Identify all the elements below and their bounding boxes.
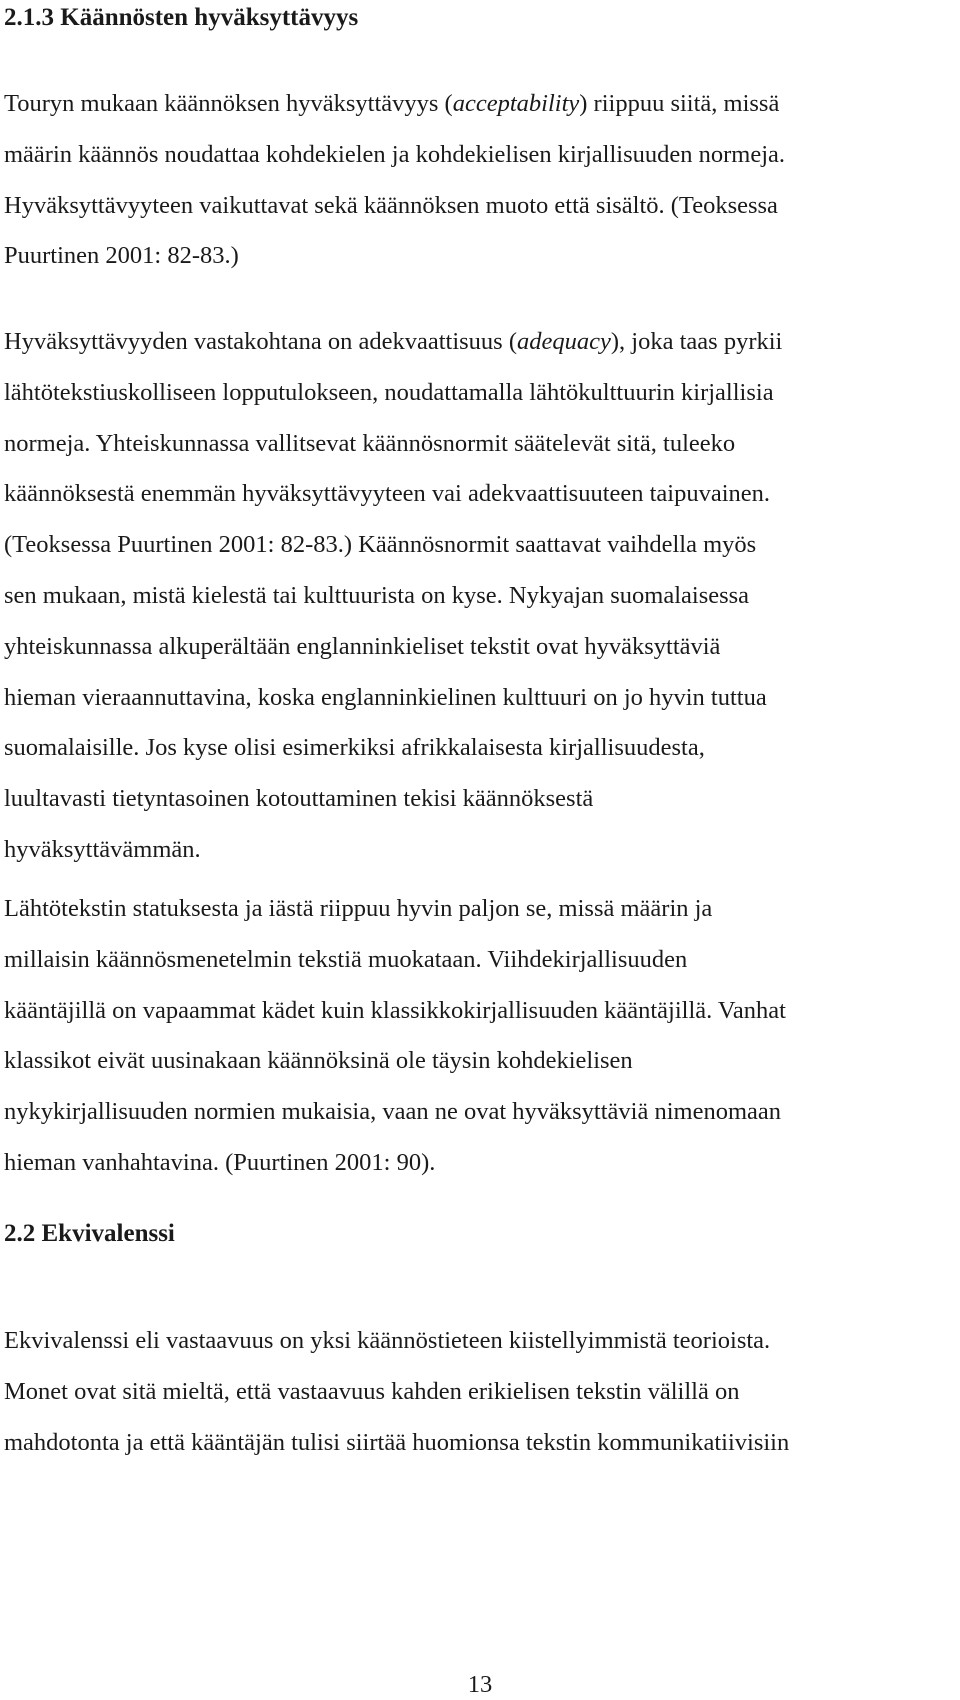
text-line: normeja. Yhteiskunnassa vallitsevat käännösnormit säätelevät sitä, tuleeko: [4, 429, 736, 457]
text-line: luultavasti tietyntasoinen kotouttaminen tekisi käännöksestä: [4, 785, 594, 813]
text-line: hyväksyttävämmän.: [4, 835, 201, 863]
text-line: lähtötekstiuskolliseen lopputulokseen, noudattamalla lähtökulttuurin kirjallisia: [4, 378, 774, 406]
section-heading-2-2: 2.2 Ekvivalenssi: [4, 1220, 175, 1247]
text-line: määrin käännös noudattaa kohdekielen ja kohdekielisen kirjallisuuden normeja.: [4, 140, 786, 168]
text-line: klassikot eivät uusinakaan käännöksinä ole täysin kohdekielisen: [4, 1047, 633, 1075]
text-line: Monet ovat sitä mieltä, että vastaavuus kahden erikielisen tekstin välillä on: [4, 1377, 740, 1405]
term-acceptability: acceptability: [452, 90, 580, 117]
text-line: suomalaisille. Jos kyse olisi esimerkiksi afrikkalaisesta kirjallisuudesta,: [4, 734, 705, 762]
text-line: käännöksestä enemmän hyväksyttävyyteen vai adekvaattisuuteen taipuvainen.: [4, 480, 771, 508]
text-line: [4, 317, 956, 368]
text-line: Ekvivalenssi eli vastaavuus on yksi käännöstieteen kiistellyimmistä teorioista.: [4, 1327, 771, 1354]
text-line: Puurtinen 2001: 82-83.): [4, 242, 239, 270]
paragraph-equivalence: [4, 1316, 956, 1468]
text-line: [4, 79, 956, 130]
text-line: hieman vieraannuttavina, koska englanninkielinen kulttuuri on jo hyvin tuttua: [4, 683, 767, 711]
paragraph-source-text-status: [4, 884, 956, 1189]
text-line: sen mukaan, mistä kielestä tai kulttuurista on kyse. Nykyajan suomalaisessa: [4, 581, 750, 609]
text-line: Hyväksyttävyyteen vaikuttavat sekä käännöksen muoto että sisältö. (Teoksessa: [4, 191, 778, 219]
text-line: mahdotonta ja että kääntäjän tulisi siirtää huomionsa tekstin kommunikatiivisiin: [4, 1428, 790, 1456]
text-run: ), joka taas pyrkii: [610, 328, 783, 355]
text-line: millaisin käännösmenetelmin tekstiä muokataan. Viihdekirjallisuuden: [4, 945, 688, 973]
paragraph-acceptability: [4, 79, 956, 282]
text-line: hieman vanhahtavina. (Puurtinen 2001: 90).: [4, 1148, 436, 1176]
text-line: (Teoksessa Puurtinen 2001: 82-83.) Käännösnormit saattavat vaihdella myös: [4, 531, 757, 559]
page-number: 13: [467, 1671, 493, 1698]
text-line: kääntäjillä on vapaammat kädet kuin klassikkokirjallisuuden kääntäjillä. Vanhat: [4, 996, 786, 1024]
section-heading-2-1-3: 2.1.3 Käännösten hyväksyttävyys: [4, 4, 359, 31]
term-adequacy: adequacy: [517, 328, 611, 355]
text-line: nykykirjallisuuden normien mukaisia, vaan ne ovat hyväksyttäviä nimenomaan: [4, 1098, 782, 1126]
text-line: Lähtötekstin statuksesta ja iästä riippuu hyvin paljon se, missä määrin ja: [4, 895, 713, 922]
text-run: ) riippuu siitä, missä: [579, 90, 780, 117]
text-run: Touryn mukaan käännöksen hyväksyttävyys (: [4, 90, 453, 117]
text-line: yhteiskunnassa alkuperältään englanninkieliset tekstit ovat hyväksyttäviä: [4, 632, 721, 660]
paragraph-adequacy: [4, 317, 956, 876]
text-run: Hyväksyttävyyden vastakohtana on adekvaattisuus (: [4, 328, 518, 355]
